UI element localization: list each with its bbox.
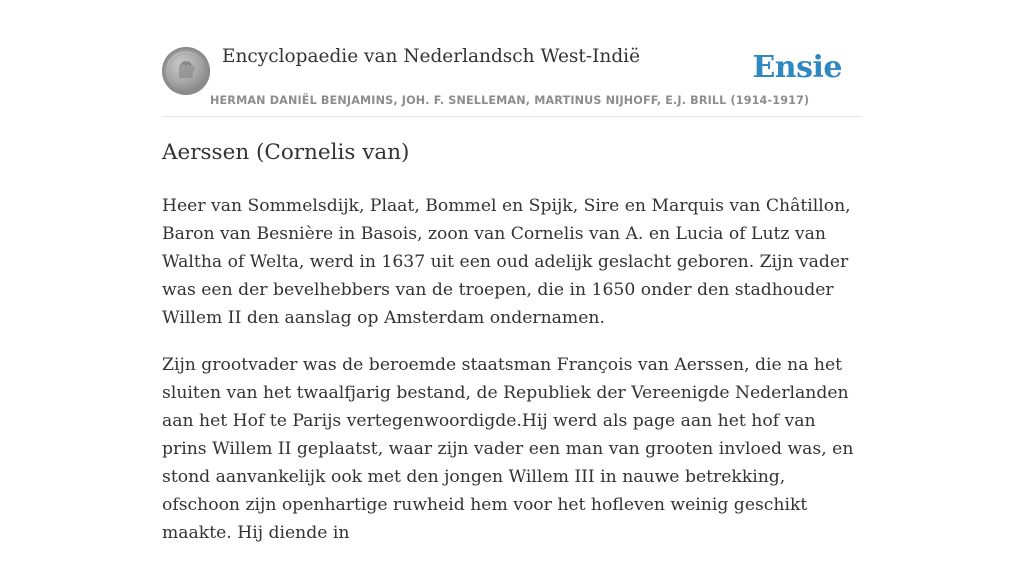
- article-body: [162, 192, 862, 566]
- article-paragraph: Zijn grootvader was de beroemde staatsman François van Aerssen, die na het sluiten van het twaalfjarig bestand, de Republiek der Vereenigde Nederlanden aan het Hof te Parijs vertegenwoordigde.Hij werd als page aan het hof van prins Willem II geplaatst, waar zijn vader een man van grooten invloed was, en stond aanvankelijk ook met den jongen Willem III in nauwe betrekking, ofschoon zijn openhartige ruwheid hem voor het hofleven weinig geschikt maakte. Hij diende in: [162, 355, 854, 543]
- article-paragraph: Heer van Sommelsdijk, Plaat, Bommel en Spijk, Sire en Marquis van Châtillon, Baron van Besnière in Basois, zoon van Cornelis van A. en Lucia of Lutz van Waltha of Welta, werd in 1637 uit een oud adelijk geslacht geboren. Zijn vader was een der bevelhebbers van de troepen, die in 1650 onder den stadhouder Willem II den aanslag op Amsterdam ondernamen.: [162, 196, 851, 328]
- book-title[interactable]: Encyclopaedie van Nederlandsch West-Indië: [222, 46, 641, 67]
- header: [162, 0, 862, 117]
- article-title: Aerssen (Cornelis van): [162, 140, 410, 165]
- ensie-logo[interactable]: Ensie: [752, 50, 842, 85]
- coin-icon[interactable]: [162, 47, 210, 95]
- authors-line: HERMAN DANIËL BENJAMINS, JOH. F. SNELLEMAN, MARTINUS NIJHOFF, E.J. BRILL (1914-1917): [210, 94, 810, 107]
- page: [162, 0, 862, 543]
